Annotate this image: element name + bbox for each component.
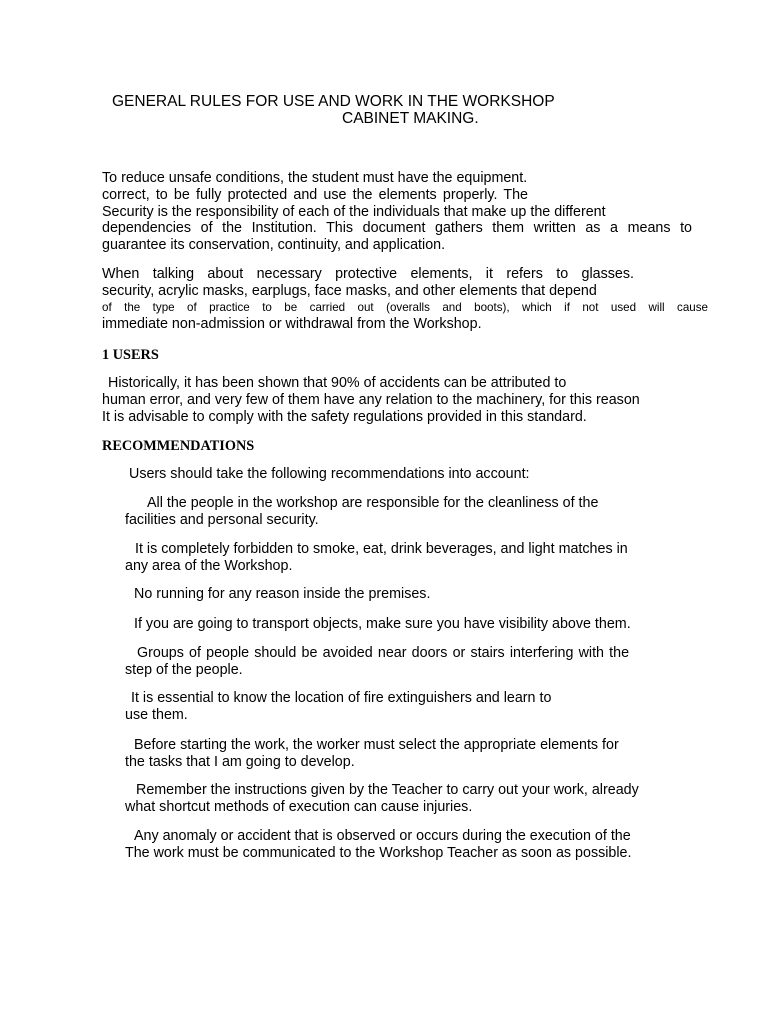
text-line: All the people in the workshop are responsible for the cleanliness of the bbox=[147, 495, 599, 511]
text-line: Before starting the work, the worker must select the appropriate elements for bbox=[134, 737, 619, 753]
recommendation-item bbox=[125, 828, 705, 862]
text-line: dependencies of the Institution. This document gathers them written as a means to bbox=[102, 220, 692, 237]
text-line: what shortcut methods of execution can cause injuries. bbox=[125, 798, 473, 815]
text-line: It is essential to know the location of fire extinguishers and learn to bbox=[131, 690, 552, 706]
text-line: It is advisable to comply with the safety regulations provided in this standard. bbox=[102, 408, 587, 425]
text-line: Remember the instructions given by the Teacher to carry out your work, already bbox=[136, 782, 639, 798]
text-line: correct, to be fully protected and use the elements properly. The bbox=[102, 186, 528, 203]
text-line: facilities and personal security. bbox=[125, 511, 319, 528]
intro-paragraph-1 bbox=[102, 170, 708, 254]
text-line: The work must be communicated to the Workshop Teacher as soon as possible. bbox=[125, 844, 632, 861]
recommendation-item bbox=[125, 616, 705, 633]
text-line: of the type of practice to be carried out (overalls and boots), which if not used will cause bbox=[102, 300, 708, 314]
text-line: use them. bbox=[125, 706, 188, 723]
document-title-line-2: CABINET MAKING. bbox=[342, 110, 479, 127]
text-line: the tasks that I am going to develop. bbox=[125, 753, 355, 770]
recommendation-item bbox=[125, 586, 705, 603]
text-line: security, acrylic masks, earplugs, face masks, and other elements that depend bbox=[102, 282, 597, 299]
text-line: guarantee its conservation, continuity, and application. bbox=[102, 237, 446, 254]
text-line: human error, and very few of them have any relation to the machinery, for this reason bbox=[102, 391, 640, 408]
text-line: immediate non-admission or withdrawal from the Workshop. bbox=[102, 315, 482, 332]
intro-paragraph-2 bbox=[102, 266, 708, 332]
recommendation-item bbox=[125, 737, 705, 771]
text-line: Security is the responsibility of each of the individuals that make up the different bbox=[102, 203, 606, 220]
text-line: any area of the Workshop. bbox=[125, 557, 293, 574]
text-line: It is completely forbidden to smoke, eat, drink beverages, and light matches in bbox=[135, 541, 628, 557]
text-line: step of the people. bbox=[125, 661, 243, 678]
text-line: Users should take the following recommendations into account: bbox=[129, 466, 530, 482]
recommendations-lead bbox=[129, 466, 735, 483]
recommendation-item bbox=[125, 495, 705, 529]
text-line: When talking about necessary protective elements, it refers to glasses. bbox=[102, 266, 634, 282]
users-paragraph bbox=[102, 375, 708, 425]
section-heading-users: 1 USERS bbox=[102, 347, 159, 363]
text-line: No running for any reason inside the premises. bbox=[134, 586, 431, 602]
document-title-line-1: GENERAL RULES FOR USE AND WORK IN THE WORKSHOP bbox=[112, 93, 555, 110]
recommendation-item bbox=[125, 690, 705, 724]
recommendation-item bbox=[125, 645, 705, 679]
recommendation-item bbox=[125, 782, 705, 816]
section-heading-recommendations: RECOMMENDATIONS bbox=[102, 438, 255, 454]
recommendation-item bbox=[125, 541, 705, 575]
text-line: Any anomaly or accident that is observed or occurs during the execution of the bbox=[134, 828, 631, 844]
text-line: Groups of people should be avoided near doors or stairs interfering with the bbox=[137, 645, 630, 661]
text-line: Historically, it has been shown that 90% of accidents can be attributed to bbox=[108, 375, 567, 391]
text-line: To reduce unsafe conditions, the student must have the equipment. bbox=[102, 170, 528, 186]
text-line: If you are going to transport objects, make sure you have visibility above them. bbox=[134, 616, 631, 632]
